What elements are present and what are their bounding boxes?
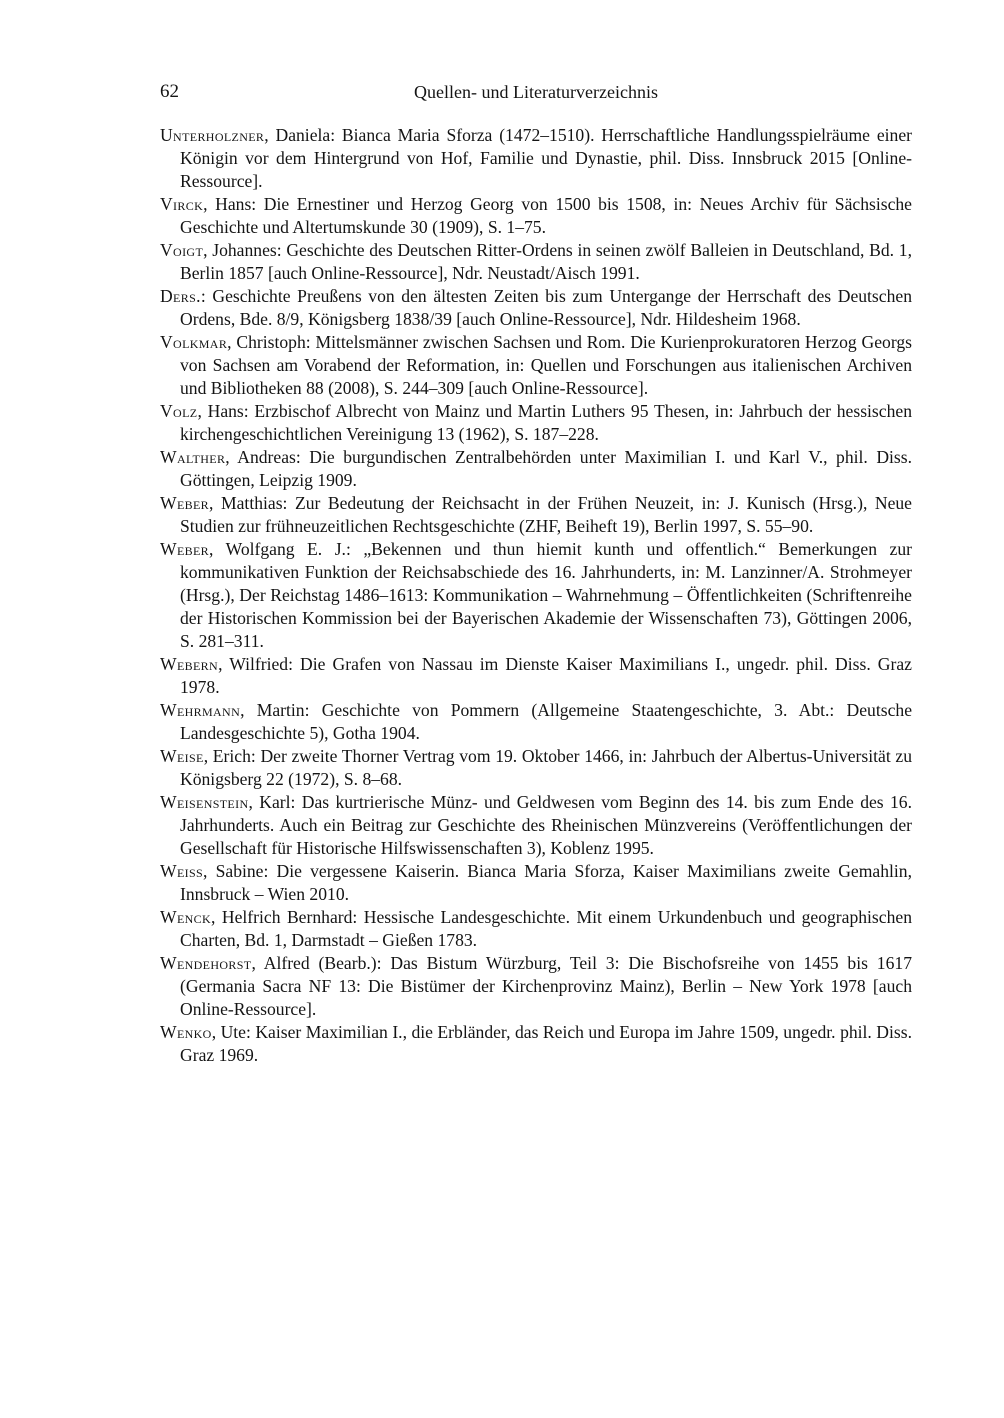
entry-text: , Martin: Geschichte von Pommern (Allgemeine Staatengeschichte, 3. Abt.: Deutsche Landesgeschichte 5), Gotha 1904. bbox=[180, 700, 912, 743]
list-item bbox=[160, 285, 912, 331]
list-item bbox=[160, 400, 912, 446]
entry-text: , Hans: Erzbischof Albrecht von Mainz und Martin Luthers 95 Thesen, in: Jahrbuch der hessischen kirchengeschichtlichen Vereinigung 13 (1962), S. 187–228. bbox=[180, 401, 912, 444]
entry-text: , Matthias: Zur Bedeutung der Reichsacht in der Frühen Neuzeit, in: J. Kunisch (Hrsg.), Neue Studien zur frühneuzeitlichen Rechtsgeschichte (ZHF, Beiheft 19), Berlin 1997, S. 55–90. bbox=[180, 493, 912, 536]
list-item bbox=[160, 538, 912, 653]
entry-text: , Ute: Kaiser Maximilian I., die Erbländer, das Reich und Europa im Jahre 1509, ungedr. phil. Diss. Graz 1969. bbox=[180, 1022, 912, 1065]
list-item bbox=[160, 745, 912, 791]
entry-text: , Karl: Das kurtrierische Münz- und Geldwesen vom Beginn des 14. bis zum Ende des 16. Jahrhunderts. Auch ein Beitrag zur Geschichte des Rheinischen Münzvereins (Veröffentlichungen der Gesellschaft für Historische Hilfswissenschaften 3), Koblenz 1995. bbox=[180, 792, 912, 858]
list-item bbox=[160, 860, 912, 906]
author-name: Webern bbox=[160, 654, 219, 674]
entry-text: , Sabine: Die vergessene Kaiserin. Bianca Maria Sforza, Kaiser Maximilians zweite Gemahlin, Innsbruck – Wien 2010. bbox=[180, 861, 912, 904]
list-item bbox=[160, 699, 912, 745]
author-name: Volz bbox=[160, 401, 198, 421]
running-header bbox=[160, 80, 912, 104]
author-name: Wenck bbox=[160, 907, 212, 927]
list-item bbox=[160, 193, 912, 239]
page-number: 62 bbox=[160, 81, 179, 102]
list-item bbox=[160, 446, 912, 492]
entry-text: , Hans: Die Ernestiner und Herzog Georg von 1500 bis 1508, in: Neues Archiv für Sächsische Geschichte und Altertumskunde 30 (1909), S. 1–75. bbox=[180, 194, 912, 237]
author-name: Walther bbox=[160, 447, 226, 467]
author-name: Volkmar bbox=[160, 332, 228, 352]
list-item bbox=[160, 906, 912, 952]
author-name: Ders. bbox=[160, 286, 201, 306]
author-name: Weber bbox=[160, 539, 210, 559]
list-item bbox=[160, 124, 912, 193]
entry-text: , Wolfgang E. J.: „Bekennen und thun hiemit kunth und offentlich.“ Bemerkungen zur kommunikativen Funktion der Reichsabschiede des 16. Jahrhunderts, in: M. Lanzinner/A. Strohmeyer (Hrsg.), Der Reichstag 1486–1613: Kommunikation – Wahrnehmung – Öffentlichkeiten (Schriftenreihe der Historischen Kommission bei der Bayerischen Akademie der Wissenschaften 73), Göttingen 2006, S. 281–311. bbox=[180, 539, 912, 651]
entry-text: , Helfrich Bernhard: Hessische Landesgeschichte. Mit einem Urkundenbuch und geographischen Charten, Bd. 1, Darmstadt – Gießen 1783. bbox=[180, 907, 912, 950]
author-name: Wendehorst bbox=[160, 953, 252, 973]
entry-text: , Alfred (Bearb.): Das Bistum Würzburg, Teil 3: Die Bischofsreihe von 1455 bis 1617 (Germania Sacra NF 13: Die Bistümer der Kirchenprovinz Mainz), Berlin – New York 1978 [auch Online-Ressource]. bbox=[180, 953, 912, 1019]
list-item bbox=[160, 952, 912, 1021]
entry-text: : Geschichte Preußens von den ältesten Zeiten bis zum Untergange der Herrschaft des Deutschen Ordens, Bde. 8/9, Königsberg 1838/39 [auch Online-Ressource], Ndr. Hildesheim 1968. bbox=[180, 286, 912, 329]
list-item bbox=[160, 331, 912, 400]
entry-text: , Christoph: Mittelsmänner zwischen Sachsen und Rom. Die Kurienprokuratoren Herzog Georgs von Sachsen am Vorabend der Reformation, in: Quellen und Forschungen aus italienischen Archiven und Bibliotheken 88 (2008), S. 244–309 [auch Online-Ressource]. bbox=[180, 332, 912, 398]
text-block bbox=[160, 80, 912, 1067]
author-name: Weisenstein bbox=[160, 792, 249, 812]
author-name: Wehrmann bbox=[160, 700, 241, 720]
entry-text: , Johannes: Geschichte des Deutschen Ritter-Ordens in seinen zwölf Balleien in Deutschland, Bd. 1, Berlin 1857 [auch Online-Ressource], Ndr. Neustadt/Aisch 1991. bbox=[180, 240, 912, 283]
list-item bbox=[160, 1021, 912, 1067]
list-item bbox=[160, 239, 912, 285]
author-name: Weise bbox=[160, 746, 204, 766]
list-item bbox=[160, 791, 912, 860]
author-name: Weber bbox=[160, 493, 210, 513]
author-name: Unterholzner bbox=[160, 125, 265, 145]
list-item bbox=[160, 653, 912, 699]
running-header-title: Quellen- und Literaturverzeichnis bbox=[414, 82, 658, 102]
entry-text: , Daniela: Bianca Maria Sforza (1472–1510). Herrschaftliche Handlungsspielräume einer Königin vor dem Hintergrund von Hof, Familie und Dynastie, phil. Diss. Innsbruck 2015 [Online-Ressource]. bbox=[180, 125, 912, 191]
list-item bbox=[160, 492, 912, 538]
entry-text: , Erich: Der zweite Thorner Vertrag vom 19. Oktober 1466, in: Jahrbuch der Albertus-Universität zu Königsberg 22 (1972), S. 8–68. bbox=[180, 746, 912, 789]
entry-text: , Andreas: Die burgundischen Zentralbehörden unter Maximilian I. und Karl V., phil. Diss. Göttingen, Leipzig 1909. bbox=[180, 447, 912, 490]
entry-text: , Wilfried: Die Grafen von Nassau im Dienste Kaiser Maximilians I., ungedr. phil. Diss. Graz 1978. bbox=[180, 654, 912, 697]
author-name: Weiss bbox=[160, 861, 204, 881]
author-name: Wenko bbox=[160, 1022, 212, 1042]
author-name: Virck bbox=[160, 194, 204, 214]
author-name: Voigt bbox=[160, 240, 204, 260]
bibliography-list bbox=[160, 124, 912, 1067]
